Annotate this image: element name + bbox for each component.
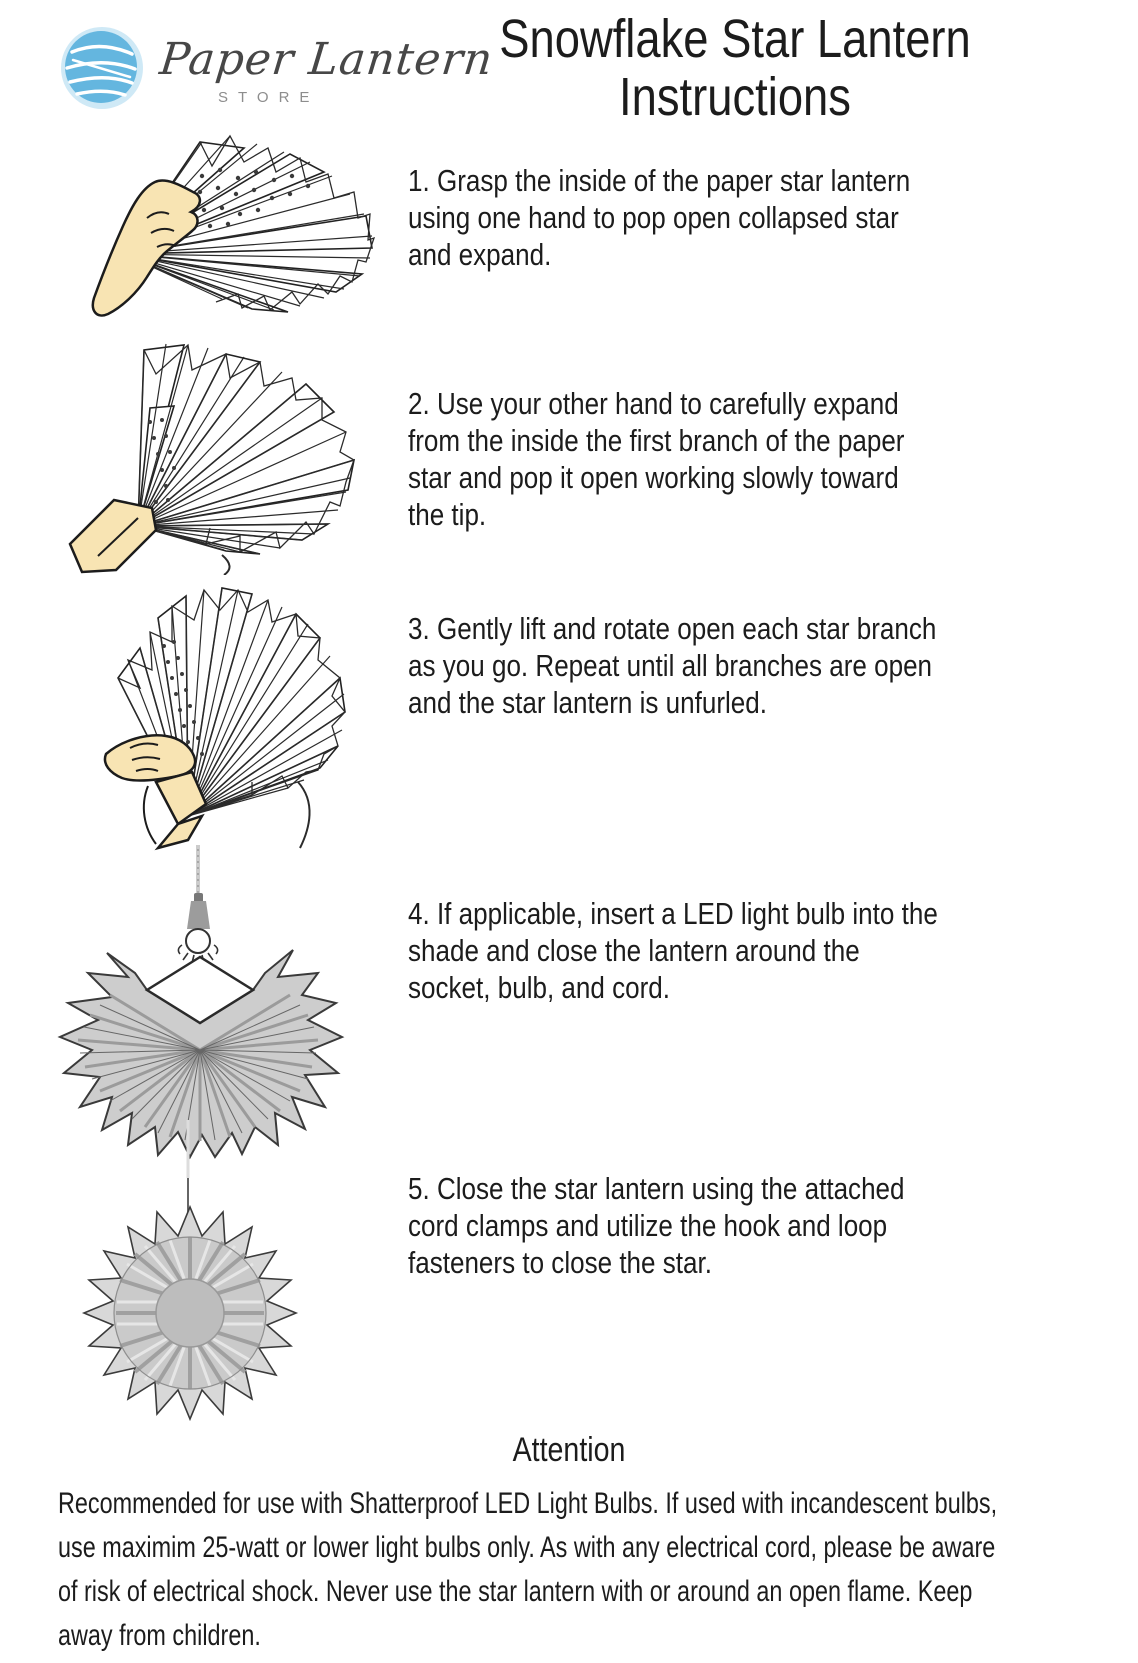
star-core [156, 1279, 224, 1347]
step-3-illustration [60, 576, 390, 866]
attention-line: of risk of electrical shock. Never use the star lantern with or around an open flame. Keep [58, 1575, 973, 1608]
step-2-illustration [58, 330, 388, 580]
title-line-2: Instructions [619, 67, 851, 127]
step-4-text [408, 895, 1039, 1006]
hanging-cord [222, 555, 230, 575]
attention-paragraph [58, 1482, 1138, 1658]
step-1-illustration [52, 126, 387, 326]
step-text-line: cord clamps and utilize the hook and loop [408, 1208, 888, 1243]
attention-line: use maximim 25-watt or lower light bulbs only. As with any electrical cord, please be aware [58, 1531, 996, 1564]
hand-icon [105, 735, 206, 848]
expanding-star-blades [138, 345, 354, 554]
attention-line: Recommended for use with Shatterproof LED Light Bulbs. If used with incandescent bulbs, [58, 1487, 998, 1520]
step-text-line: 3. Gently lift and rotate open each star branch [408, 611, 937, 646]
attention-heading: Attention [512, 1431, 626, 1469]
light-bulb-icon [178, 893, 217, 963]
hanging-cord [298, 782, 310, 848]
hand-icon [70, 500, 156, 572]
step-text-line: using one hand to pop open collapsed star [408, 200, 899, 235]
step-3-text [408, 610, 1037, 721]
step-text-line: and expand. [408, 237, 552, 272]
step-text-line: 5. Close the star lantern using the attached [408, 1171, 905, 1206]
step-text-line: from the inside the first branch of the paper [408, 423, 905, 458]
step-text-line: fasteners to close the star. [408, 1245, 712, 1280]
title-line-1: Snowflake Star Lantern [499, 9, 971, 69]
step-5-text [408, 1170, 999, 1281]
brand-subtitle: STORE [218, 89, 320, 106]
step-text-line: shade and close the lantern around the [408, 933, 860, 968]
step-2-text [408, 385, 999, 533]
step-text-line: and the star lantern is unfurled. [408, 685, 767, 720]
brand-name: Paper Lantern [157, 34, 496, 85]
step-text-line: the tip. [408, 497, 487, 532]
page-title [390, 10, 1080, 126]
step-5-illustration [55, 1112, 365, 1437]
attention-line: away from children. [58, 1619, 261, 1652]
step-1-text [408, 162, 1006, 273]
step-text-line: as you go. Repeat until all branches are open [408, 648, 933, 683]
step-text-line: 2. Use your other hand to carefully expand [408, 386, 899, 421]
step-text-line: 4. If applicable, insert a LED light bulb into the [408, 896, 938, 931]
step-text-line: socket, bulb, and cord. [408, 970, 671, 1005]
lantern-ball-icon [56, 22, 148, 114]
step-text-line: star and pop it open working slowly toward [408, 460, 899, 495]
step-text-line: 1. Grasp the inside of the paper star lantern [408, 163, 911, 198]
